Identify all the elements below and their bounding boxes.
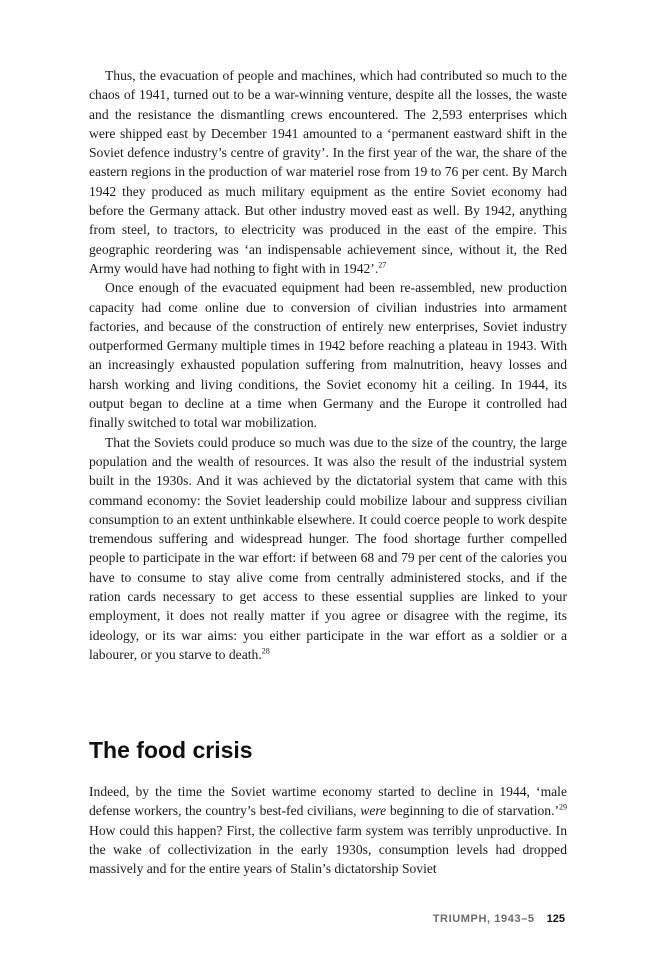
page-footer bbox=[433, 913, 565, 925]
paragraph-text: Thus, the evacuation of people and machines, which had contributed so much to the chaos of 1941, turned out to be a war-winning venture, despite all the losses, the waste and the resistance the dismantling crews encountered. The 2,593 enterprises which were shipped east by December 1941 amounted to a ‘permanent eastward shift in the Soviet defence industry’s centre of gravity’. In the first year of the war, the share of the eastern regions in the production of war materiel rose from 19 to 76 per cent. By March 1942 they produced as much military equipment as the entire Soviet economy had before the Germany attack. But other industry moved east as well. By 1942, anything from steel, to tractors, to electricity was produced in the east of the empire. This geographic reordering was ‘an indispensable achievement since, without it, the Red Army would have had nothing to fight with in 1942’. bbox=[89, 68, 567, 276]
section-heading: The food crisis bbox=[89, 737, 253, 763]
paragraph bbox=[89, 278, 567, 432]
footnote-ref: 27 bbox=[378, 260, 387, 270]
running-head: TRIUMPH, 1943–5 bbox=[432, 913, 535, 925]
page-number: 125 bbox=[546, 913, 565, 925]
body-text bbox=[89, 66, 567, 664]
emphasis-text: were bbox=[360, 803, 387, 819]
paragraph bbox=[89, 433, 567, 665]
footnote-ref: 29 bbox=[559, 802, 567, 812]
paragraph-text: That the Soviets could produce so much was due to the size of the country, the large population and the wealth of resources. It was also the result of the industrial system built in the 1930s. And it was achieved by the dictatorial system that came with this command economy: the Soviet leadership could mobilize labour and suppress civilian consumption to an extent unthinkable elsewhere. It could coerce people to work despite tremendous suffering and widespread hunger. The food shortage further compelled people to participate in the war effort: if between 68 and 79 per cent of the calories you have to consume to stay alive come from centrally administered stocks, and if the ration cards necessary to get access to these essential supplies are linked to your employment, it does not really matter if you agree or disagree with the regime, its ideology, or its war aims: you either participate in the war effort as a soldier or a labourer, or you starve to death. bbox=[89, 434, 567, 662]
footnote-ref: 28 bbox=[261, 646, 270, 656]
paragraph-text: Once enough of the evacuated equipment had been re-assembled, new production capacity had come online due to conversion of civilian industries into armament factories, and because of the construction of entirely new enterprises, Soviet industry outperformed Germany multiple times in 1942 before reaching a plateau in 1943. With an increasingly exhausted population suffering from malnutrition, heavy losses and harsh working and living conditions, the Soviet economy hit a ceiling. In 1944, its output began to decline at a time when Germany and the Europe it controlled had finally switched to total war mobilization. bbox=[89, 280, 567, 431]
paragraph-text: Indeed, by the time the Soviet wartime economy started to decline in 1944, ‘male defense workers, the country’s best-fed civilians, bbox=[89, 784, 567, 819]
paragraph bbox=[89, 66, 567, 278]
paragraph bbox=[89, 782, 567, 878]
section-text bbox=[89, 782, 567, 878]
paragraph-text: How could this happen? First, the collective farm system was terribly unproductive. In the wake of collectivization in the early 1930s, consumption levels had dropped massively and for the entire years of Stalin’s dictatorship Soviet bbox=[89, 822, 567, 877]
paragraph-text: beginning to die of starvation.’ bbox=[386, 803, 559, 819]
